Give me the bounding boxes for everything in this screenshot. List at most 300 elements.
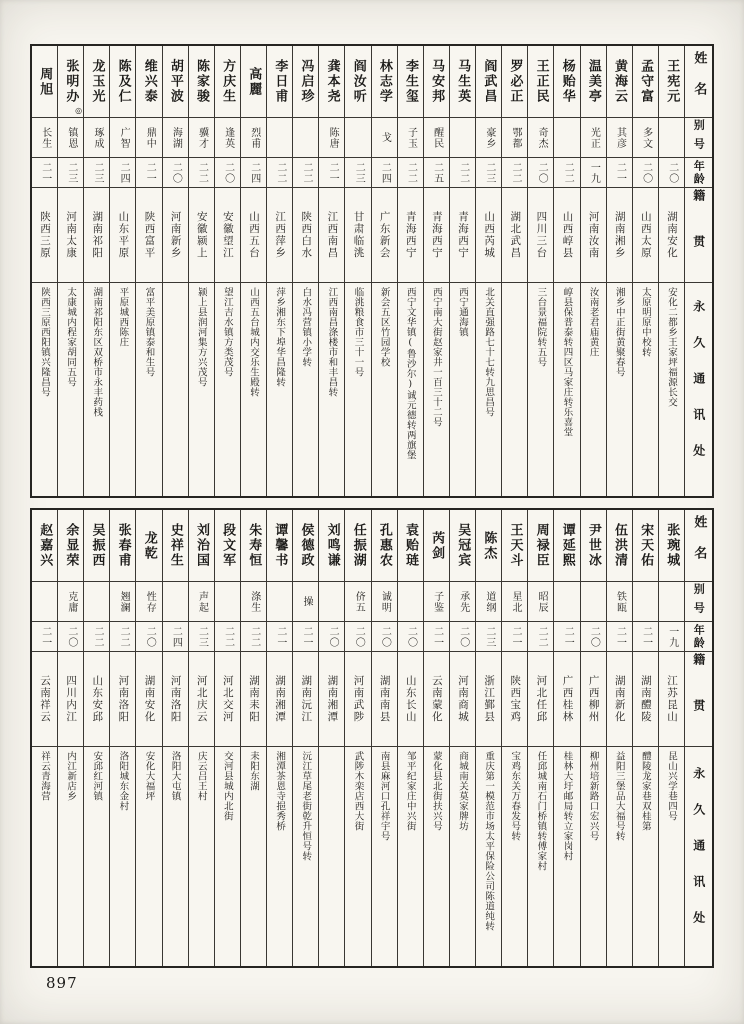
alias-cell: [110, 582, 135, 622]
header-age-label: 年龄: [692, 623, 706, 650]
name-cell: [398, 510, 423, 582]
native-text: 山西崞县: [561, 211, 574, 259]
address-text: 湖南祁阳东区双桥市永丰药栈: [91, 287, 103, 417]
native-text: 湖南安化: [143, 675, 156, 723]
entry-column: [292, 46, 318, 496]
age-cell: [424, 622, 449, 652]
age-text: 二〇: [144, 625, 156, 648]
address-text: 庆云吕王村: [195, 751, 207, 801]
entry-column: [83, 46, 109, 496]
alias-text: 翘澜: [118, 590, 130, 613]
header-address-label: 永久通讯处: [691, 766, 706, 947]
name-text: 陈及仁: [115, 59, 131, 104]
address-text: 汝南老君庙黄庄: [587, 287, 599, 357]
name-cell: [319, 46, 344, 118]
name-text: 维兴泰: [141, 59, 157, 104]
name-cell: [189, 510, 214, 582]
name-text: 任振湖: [350, 523, 366, 568]
age-cell: [424, 158, 449, 188]
alias-cell: [607, 582, 632, 622]
native-cell: [398, 188, 423, 283]
name-text: 侯德政: [298, 523, 314, 568]
native-text: 河南洛阳: [169, 675, 182, 723]
name-cell: [633, 510, 658, 582]
alias-cell: [398, 582, 423, 622]
age-cell: [84, 158, 109, 188]
name-text: 温美亭: [585, 59, 601, 104]
alias-text: 诚明: [379, 590, 391, 613]
name-cell: [215, 46, 240, 118]
alias-cell: [633, 582, 658, 622]
alias-text: 多文: [640, 126, 652, 149]
age-text: 二一: [431, 625, 443, 648]
name-cell: [372, 510, 397, 582]
native-cell: [84, 188, 109, 283]
alias-cell: [659, 582, 684, 622]
alias-text: 鄂都: [509, 126, 521, 149]
address-cell: [633, 747, 658, 966]
alias-text: 醒民: [431, 126, 443, 149]
row-header-column: [684, 46, 712, 496]
alias-text: 奇杰: [536, 126, 548, 149]
address-text: 重庆第一模范市场太平保险公司陈道纯转: [483, 751, 495, 931]
native-cell: [32, 188, 57, 283]
entry-column: [240, 46, 266, 496]
entry-column: [32, 510, 57, 966]
native-cell: [345, 652, 370, 747]
native-text: 陕西宝鸡: [509, 675, 522, 723]
native-text: 湖南湘乡: [613, 211, 626, 259]
address-cell: [345, 283, 370, 496]
entry-column: [32, 46, 57, 496]
address-cell: [241, 747, 266, 966]
native-cell: [476, 652, 501, 747]
name-cell: [267, 46, 292, 118]
alias-text: 琢成: [91, 126, 103, 149]
alias-cell: [319, 118, 344, 158]
address-cell: [607, 747, 632, 966]
alias-cell: [215, 118, 240, 158]
native-cell: [554, 652, 579, 747]
native-cell: [319, 652, 344, 747]
native-cell: [607, 188, 632, 283]
address-cell: [659, 747, 684, 966]
alias-cell: [398, 118, 423, 158]
alias-text: 铁瓯: [614, 590, 626, 613]
address-text: 西宁南大街赵家井一百三十二号: [430, 287, 442, 427]
alias-text: 克庸: [65, 590, 77, 613]
native-cell: [424, 188, 449, 283]
native-cell: [110, 188, 135, 283]
address-text: 山西五台城内交乐生殿转: [248, 287, 260, 397]
name-cell: [424, 46, 449, 118]
alias-text: 海湖: [170, 126, 182, 149]
header-native-cell: [685, 652, 712, 747]
alias-cell: [58, 118, 83, 158]
name-text: 刘鸣谦: [324, 523, 340, 568]
name-cell: [554, 510, 579, 582]
address-text: 洛阳大屯镇: [169, 751, 181, 801]
alias-cell: [502, 582, 527, 622]
name-cell: [136, 510, 161, 582]
age-cell: [554, 158, 579, 188]
address-cell: [110, 747, 135, 966]
native-text: 湖南沅江: [300, 675, 313, 723]
age-text: 一九: [666, 625, 678, 648]
header-alias-label: 别号: [692, 582, 706, 621]
name-text: 谭馨书: [272, 523, 288, 568]
native-cell: [32, 652, 57, 747]
address-cell: [398, 747, 423, 966]
native-cell: [528, 188, 553, 283]
address-cell: [110, 283, 135, 496]
name-text: 林志学: [376, 59, 392, 104]
name-text: 阎汝听: [350, 59, 366, 104]
entry-column: [423, 46, 449, 496]
age-text: 二一: [562, 625, 574, 648]
name-text: 段文军: [220, 523, 236, 568]
address-text: 萍乡湘东下埠华昌隆转: [274, 287, 286, 387]
native-text: 青海西宁: [404, 211, 417, 259]
age-text: 二〇: [170, 161, 182, 184]
entry-column: [632, 46, 658, 496]
alias-cell: [293, 118, 318, 158]
age-cell: [581, 622, 606, 652]
name-cell: [84, 46, 109, 118]
name-cell: [528, 46, 553, 118]
address-text: 陕西三原西阳镇兴隆昌号: [39, 287, 51, 397]
alias-cell: [319, 582, 344, 622]
name-cell: [659, 510, 684, 582]
native-text: 山东平原: [117, 211, 130, 259]
native-text: 陕西白水: [300, 211, 313, 259]
alias-cell: [528, 582, 553, 622]
age-text: 二二: [509, 161, 521, 184]
age-text: 二二: [300, 161, 312, 184]
address-text: 江西南昌涤楼市和丰昌转: [326, 287, 338, 397]
native-text: 甘肃临洮: [352, 211, 365, 259]
address-cell: [267, 747, 292, 966]
alias-cell: [372, 582, 397, 622]
entry-column: [632, 510, 658, 966]
name-cell: [110, 510, 135, 582]
address-cell: [136, 747, 161, 966]
alias-text: 骥才: [196, 126, 208, 149]
address-cell: [319, 747, 344, 966]
name-text: 余显荣: [63, 523, 79, 568]
address-text: 平原城西陈庄: [117, 287, 129, 347]
alias-cell: [424, 582, 449, 622]
name-cell: [581, 510, 606, 582]
entry-column: [162, 510, 188, 966]
age-text: 二四: [170, 625, 182, 648]
address-cell: [345, 747, 370, 966]
address-cell: [58, 747, 83, 966]
alias-cell: [554, 582, 579, 622]
alias-cell: [633, 118, 658, 158]
entry-column: [188, 510, 214, 966]
alias-cell: [163, 582, 188, 622]
alias-text: 其彦: [614, 126, 626, 149]
registry-table-top: [30, 44, 714, 498]
name-cell: [267, 510, 292, 582]
native-cell: [372, 188, 397, 283]
name-text: 谭延熙: [559, 523, 575, 568]
entry-column: [344, 46, 370, 496]
native-text: 广东新会: [378, 211, 391, 259]
native-text: 湖南湘潭: [326, 675, 339, 723]
address-text: 南县麻河口孔祥宇号: [378, 751, 390, 841]
address-cell: [241, 283, 266, 496]
native-text: 陕西富平: [143, 211, 156, 259]
age-cell: [372, 158, 397, 188]
address-text: 富平美原镇泰和生号: [143, 287, 155, 377]
name-text: 龚本尧: [324, 59, 340, 104]
age-cell: [58, 622, 83, 652]
address-cell: [450, 283, 475, 496]
header-age-cell: [685, 158, 712, 188]
native-text: 山西五台: [247, 211, 260, 259]
name-cell: [110, 46, 135, 118]
age-text: 二〇: [327, 625, 339, 648]
name-text: 史祥生: [167, 523, 183, 568]
age-cell: [607, 158, 632, 188]
native-cell: [398, 652, 423, 747]
address-cell: [32, 283, 57, 496]
address-text: 邹平纪家庄中兴街: [404, 751, 416, 831]
name-text: 袁贻琏: [403, 523, 418, 568]
native-text: 湖南湘潭: [274, 675, 287, 723]
entry-column: [318, 510, 344, 966]
age-text: 二二: [562, 161, 574, 184]
native-cell: [502, 188, 527, 283]
entry-column: [397, 510, 423, 966]
address-cell: [528, 283, 553, 496]
entry-column: [475, 46, 501, 496]
native-text: 广西桂林: [561, 675, 574, 723]
alias-text: 承先: [457, 590, 469, 613]
address-text: 三台景福院转五号: [535, 287, 547, 367]
address-text: 柳州培新路口宏兴号: [587, 751, 599, 841]
address-text: 宝鸡东关万春发号转: [509, 751, 521, 841]
age-text: 二一: [327, 161, 339, 184]
age-cell: [241, 622, 266, 652]
name-text: 李日甫: [272, 59, 288, 104]
entry-column: [344, 510, 370, 966]
name-cell: [345, 46, 370, 118]
age-text: 二〇: [536, 161, 548, 184]
alias-cell: [528, 118, 553, 158]
native-text: 江西萍乡: [274, 211, 287, 259]
native-text: 湖南南县: [378, 675, 391, 723]
alias-text: 鼎中: [144, 126, 156, 149]
alias-cell: [32, 582, 57, 622]
age-cell: [450, 622, 475, 652]
age-text: 二〇: [640, 161, 652, 184]
native-text: 湖南醴陵: [639, 675, 652, 723]
entry-column: [188, 46, 214, 496]
alias-text: 昭辰: [536, 590, 548, 613]
header-name-cell: [685, 46, 712, 118]
alias-cell: [189, 582, 214, 622]
age-cell: [110, 158, 135, 188]
native-text: 河南洛阳: [117, 675, 130, 723]
header-native-label: 籍贯: [691, 653, 706, 745]
name-text: 宋天佑: [638, 523, 654, 568]
name-text: 王宪元: [664, 59, 680, 104]
name-cell: [398, 46, 423, 118]
native-text: 山西太原: [639, 211, 652, 259]
header-alias-label: 别号: [692, 118, 706, 157]
entry-column: [501, 510, 527, 966]
name-cell: [293, 46, 318, 118]
age-cell: [345, 622, 370, 652]
entry-column: [580, 510, 606, 966]
alias-cell: [84, 582, 109, 622]
native-cell: [528, 652, 553, 747]
address-text: 安化二都乡王家坪福源长交: [666, 287, 678, 407]
name-cell: [659, 46, 684, 118]
address-text: 白水冯营镇小学转: [300, 287, 312, 367]
age-cell: [450, 158, 475, 188]
name-cell: [607, 46, 632, 118]
age-cell: [528, 622, 553, 652]
alias-text: 长生: [39, 126, 51, 149]
address-text: 安化大福坪: [143, 751, 155, 801]
age-cell: [528, 158, 553, 188]
age-cell: [84, 622, 109, 652]
age-cell: [189, 158, 214, 188]
address-cell: [215, 283, 240, 496]
alias-text: 涤生: [248, 590, 260, 613]
entry-column: [475, 510, 501, 966]
entry-column: [240, 510, 266, 966]
age-text: 二二: [91, 625, 103, 648]
name-text: 赵嘉兴: [37, 523, 53, 568]
age-cell: [136, 622, 161, 652]
address-text: 武陟木栾店西大街: [352, 751, 364, 831]
name-text: 杨贻华: [559, 59, 575, 104]
age-cell: [215, 158, 240, 188]
entry-column: [57, 46, 83, 496]
age-cell: [398, 158, 423, 188]
header-alias-cell: [685, 118, 712, 158]
name-text: 陈杰: [481, 530, 497, 561]
native-text: 四川三台: [535, 211, 548, 259]
name-cell: [58, 46, 83, 118]
age-cell: [502, 622, 527, 652]
alias-cell: [554, 118, 579, 158]
age-text: 二〇: [588, 625, 600, 648]
name-cell: [450, 46, 475, 118]
address-text: 颍上县润河集方兴茂号: [195, 287, 207, 387]
name-cell: [189, 46, 214, 118]
header-native-cell: [685, 188, 712, 283]
name-text: 黄海云: [612, 59, 627, 104]
native-cell: [476, 188, 501, 283]
age-text: 二一: [614, 161, 626, 184]
alias-cell: [476, 582, 501, 622]
alias-cell: [241, 118, 266, 158]
alias-cell: [293, 582, 318, 622]
age-text: 二〇: [666, 161, 678, 184]
name-text: 王天斗: [507, 523, 523, 568]
age-cell: [372, 622, 397, 652]
name-cell: [424, 510, 449, 582]
age-text: 二二: [536, 625, 548, 648]
name-text: 陈家骏: [194, 59, 209, 104]
age-text: 二〇: [379, 625, 391, 648]
header-address-cell: [685, 747, 712, 966]
age-text: 一九: [588, 161, 600, 184]
alias-text: 光正: [588, 126, 600, 149]
native-text: 云南蒙化: [430, 675, 443, 723]
native-cell: [372, 652, 397, 747]
name-cell: [293, 510, 318, 582]
age-text: 二一: [144, 161, 156, 184]
name-cell: [319, 510, 344, 582]
age-cell: [659, 158, 684, 188]
age-cell: [476, 622, 501, 652]
entry-column: [57, 510, 83, 966]
alias-cell: [424, 118, 449, 158]
native-cell: [215, 188, 240, 283]
age-text: 二〇: [353, 625, 365, 648]
native-cell: [424, 652, 449, 747]
name-text: 马生英: [455, 59, 471, 104]
address-cell: [581, 747, 606, 966]
age-cell: [241, 158, 266, 188]
header-age-label: 年龄: [692, 159, 706, 186]
entry-column: [109, 46, 135, 496]
name-cell: [241, 46, 266, 118]
native-text: 湖南祁阳: [91, 211, 104, 259]
entry-column: [292, 510, 318, 966]
entry-column: [214, 46, 240, 496]
alias-text: 道纲: [483, 590, 495, 613]
native-text: 云南祥云: [38, 675, 51, 723]
address-text: 益阳三堡品大福号转: [613, 751, 625, 841]
age-text: 二一: [274, 625, 286, 648]
name-text: 张琬城: [664, 523, 680, 568]
age-cell: [345, 158, 370, 188]
name-text: 龙玉光: [89, 59, 105, 104]
address-cell: [293, 747, 318, 966]
entry-column: [423, 510, 449, 966]
address-cell: [450, 747, 475, 966]
address-text: 太原明原中校转: [639, 287, 651, 357]
age-cell: [633, 622, 658, 652]
entry-column: [214, 510, 240, 966]
entry-column: [397, 46, 423, 496]
address-text: 临洮粮食市三十一号: [352, 287, 364, 377]
address-text: 北关直强路七十七转九思昌号: [483, 287, 495, 417]
age-text: 二二: [274, 161, 286, 184]
age-cell: [189, 622, 214, 652]
address-cell: [319, 283, 344, 496]
entry-column: [606, 46, 632, 496]
native-cell: [581, 188, 606, 283]
age-cell: [659, 622, 684, 652]
registry-table-bottom: [30, 508, 714, 968]
address-cell: [554, 283, 579, 496]
native-text: 湖南耒阳: [247, 675, 260, 723]
name-text: 龙乾: [141, 530, 157, 561]
native-cell: [659, 188, 684, 283]
alias-cell: [215, 582, 240, 622]
address-cell: [293, 283, 318, 496]
name-cell: [502, 510, 527, 582]
